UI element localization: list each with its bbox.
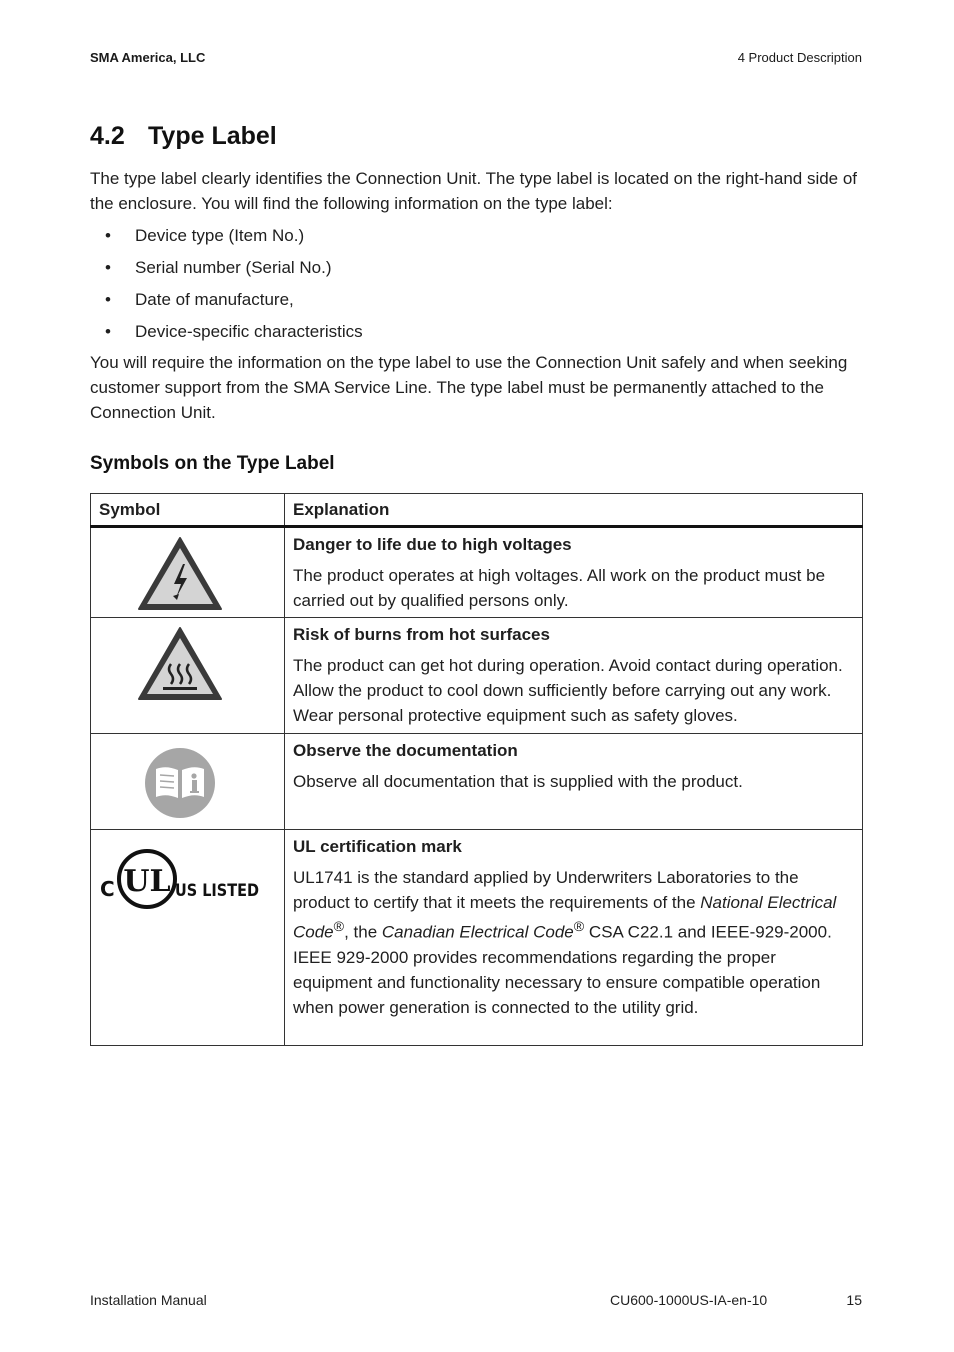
section-title: Type Label	[148, 122, 277, 150]
table-row	[91, 830, 863, 1046]
row-text: The product operates at high voltages. All work on the product must be carried out by qualified persons only.	[293, 566, 826, 610]
list-item: • Serial number (Serial No.)	[90, 255, 363, 287]
ul-listed-mark-icon	[99, 847, 269, 911]
info-list	[90, 223, 363, 351]
explanation-cell	[285, 830, 863, 1046]
row-title: Danger to life due to high voltages	[293, 535, 572, 554]
documentation-book-icon	[144, 747, 216, 819]
bullet-icon: •	[105, 226, 111, 245]
bullet-icon: •	[105, 258, 111, 277]
row-title: Risk of burns from hot surfaces	[293, 625, 550, 644]
footer-manual: Installation Manual	[90, 1292, 207, 1308]
requirement-paragraph: You will require the information on the type label to use the Connection Unit safely and when seeking customer support from the SMA Service Line. The type label must be permanently attached to the Connection Unit.	[90, 353, 848, 422]
ul-logo-text: UL	[123, 864, 171, 899]
symbol-cell	[91, 618, 285, 734]
row-title: Observe the documentation	[293, 741, 518, 760]
cec-title: Canadian Electrical Code	[381, 922, 574, 942]
symbol-cell	[91, 527, 285, 618]
intro-paragraph: The type label clearly identifies the Connection Unit. The type label is located on the right-hand side of the enclosure. You will find the following information on the type label:	[90, 169, 858, 213]
column-header-symbol: Symbol	[91, 494, 285, 527]
ul-listed-text: US LISTED	[175, 881, 259, 901]
symbols-table	[90, 493, 863, 1046]
row-text: Observe all documentation that is supplied with the product.	[293, 772, 743, 791]
table-row	[91, 734, 863, 830]
row-text: UL1741 is the standard applied by Underwriters Laboratories to the product to certify that it meets the requirements of the National Electrical Code®, the Canadian Electrical Code® CSA C22.1 and IEEE-929-2000. IEEE 929-2000 provides recommendations regarding the proper equipment and functionality necessary to ensure compatible operation when power generation is connected to the utility grid.	[293, 868, 837, 1017]
row-title: UL certification mark	[293, 837, 462, 856]
high-voltage-warning-icon	[137, 536, 223, 612]
bullet-icon: •	[105, 290, 111, 309]
symbol-cell	[91, 830, 285, 1046]
nec-title: National Electrical Code	[293, 893, 837, 942]
ul-c-text: C	[100, 877, 115, 901]
table-row	[91, 618, 863, 734]
table-row	[91, 527, 863, 618]
explanation-cell	[285, 734, 863, 830]
symbol-cell	[91, 734, 285, 830]
explanation-cell	[285, 527, 863, 618]
list-item: • Date of manufacture,	[90, 287, 363, 319]
section-number: 4.2	[90, 122, 125, 150]
bullet-icon: •	[105, 322, 111, 341]
hot-surface-warning-icon	[137, 626, 223, 702]
page-number: 15	[846, 1292, 862, 1308]
row-text: The product can get hot during operation. Avoid contact during operation. Allow the product to cool down sufficiently before carrying out any work. Wear personal protective equipment such as safety gloves.	[293, 656, 843, 725]
list-item: • Device-specific characteristics	[90, 319, 363, 351]
explanation-cell	[285, 618, 863, 734]
list-item: • Device type (Item No.)	[90, 223, 363, 255]
column-header-explanation: Explanation	[285, 494, 863, 527]
header-company: SMA America, LLC	[90, 50, 206, 65]
header-chapter: 4 Product Description	[737, 50, 862, 65]
section-heading	[90, 122, 277, 151]
symbols-heading: Symbols on the Type Label	[90, 453, 335, 474]
footer-doc-code: CU600-1000US-IA-en-10	[610, 1292, 768, 1308]
table-header-row	[91, 494, 863, 527]
